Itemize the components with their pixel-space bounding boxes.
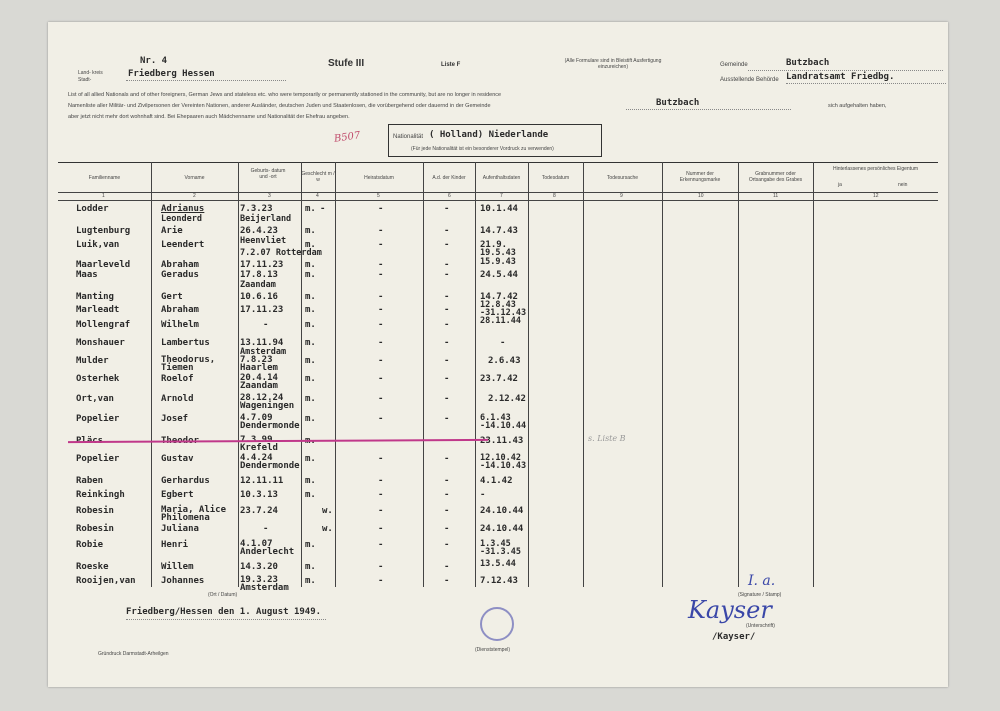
cell-geschlecht: m. [305, 576, 316, 586]
cell-geschlecht: m. [305, 454, 316, 464]
col-header-heirat: Heiratsdatum [364, 175, 394, 181]
cell-geburt: - [263, 320, 269, 330]
cell-vorname: Adrianus [161, 204, 205, 214]
cell-geschlecht: w. [322, 524, 333, 534]
cell-aufenthalt: 13.5.44 [480, 559, 516, 569]
gemeinde-label: Gemeinde [720, 62, 748, 68]
cell-aufenthalt: - [480, 490, 486, 500]
gemeinde-value: Butzbach [786, 58, 830, 68]
cell-kinder: - [444, 356, 450, 366]
cell-geschlecht: m. [305, 394, 316, 404]
cell-geschlecht: m. [305, 476, 316, 486]
col-header-geschlecht: Geschlecht m / w [301, 171, 335, 183]
cell-aufenthalt: 24.10.44 [480, 524, 524, 534]
cell-geschlecht: m. [305, 226, 316, 236]
cell-heirat: - [378, 320, 384, 330]
handwritten-mark: B507 [333, 130, 362, 145]
land-kreis-label: Land- kreis [78, 70, 103, 76]
cell-kinder: - [444, 270, 450, 280]
cell-geburt: 17.8.13 [240, 270, 278, 280]
cell-heirat: - [378, 490, 384, 500]
col-header-todesdatum: Todesdatum [541, 175, 570, 181]
cell-familienname: Lodder [76, 204, 109, 214]
col-header-geburt: Geburts- datum und -ort [250, 168, 286, 180]
unterschrift-label: (Unterschrift) [746, 623, 775, 629]
table-row [58, 373, 938, 391]
cell-kinder: - [444, 374, 450, 384]
cell-heirat: - [378, 454, 384, 464]
cell-kinder: - [444, 414, 450, 424]
cell-aufenthalt: - [500, 338, 506, 348]
cell-vorname: Maria, Alice Philomena [161, 505, 227, 523]
cell-geschlecht: m. [305, 338, 316, 348]
col-header-marke: Nummer der Erkennungsmarke [679, 171, 721, 183]
cell-vorname: Theodorus, Tiemen [161, 355, 216, 373]
cell-geburt: Zaandam [240, 280, 276, 290]
cell-familienname: Mulder [76, 356, 109, 366]
cell-heirat: - [378, 524, 384, 534]
cell-kinder: - [444, 490, 450, 500]
document-page [48, 22, 948, 687]
cell-geschlecht: m. [305, 562, 316, 572]
cell-aufenthalt: 1.3.45 -31.3.45 [480, 539, 521, 557]
cell-geschlecht: m. [305, 270, 316, 280]
cell-familienname: Monshauer [76, 338, 125, 348]
cell-heirat: - [378, 562, 384, 572]
cell-familienname: Raben [76, 476, 104, 486]
cell-vorname: Henri [161, 540, 189, 550]
cell-geburt: 12.11.11 [240, 476, 284, 486]
cell-geburt: 4.4.24 Dendermonde [240, 453, 300, 471]
cell-vorname: Johannes [161, 576, 205, 586]
cell-geschlecht: m. [305, 374, 316, 384]
stadt-label: Stadt- [78, 77, 92, 83]
cell-kinder: - [444, 305, 450, 315]
cell-kinder: - [444, 320, 450, 330]
cell-heirat: - [378, 394, 384, 404]
cell-kinder: - [444, 240, 450, 250]
official-stamp [480, 607, 514, 641]
cell-heirat: - [378, 576, 384, 586]
table-row [58, 316, 938, 334]
cell-geschlecht: m. [305, 436, 316, 446]
intro-suffix: sich aufgehalten haben, [828, 103, 887, 109]
printer-imprint: Gründruck Darmstadt-Arheilgen [98, 651, 169, 657]
handwritten-signature: Kayser [688, 596, 772, 624]
col-num-6: 6 [448, 193, 451, 199]
cell-familienname: Robesin [76, 506, 114, 516]
cell-aufenthalt: 6.1.43 -14.10.44 [480, 413, 527, 431]
cell-aufenthalt: 24.10.44 [480, 506, 524, 516]
stufe-label: Stufe III [328, 58, 365, 69]
intro-line-1: List of all allied Nationals and of other foreigners, German Jews and stateless etc. who were temporarily or permanently stationed in the community, but are no longer in residence [68, 92, 502, 98]
cell-geschlecht: m. [305, 356, 316, 366]
cell-geburt: 7.2.07 Rotterdam [240, 248, 322, 258]
ia-handwritten: I. a. [748, 573, 776, 589]
records-table [58, 162, 938, 632]
cell-heirat: - [378, 305, 384, 315]
cell-vorname: Arie [161, 226, 183, 236]
col-num-1: 1 [102, 193, 105, 199]
form-number: Nr. 4 [140, 56, 168, 66]
cell-aufenthalt: 10.1.44 [480, 204, 518, 214]
property-ja: ja [838, 182, 842, 188]
cell-familienname: Reinkingh [76, 490, 125, 500]
col-num-8: 8 [553, 193, 556, 199]
cell-heirat-dash: - [378, 204, 384, 214]
cell-geburt: 26.4.23 [240, 226, 278, 236]
cell-vorname: Juliana [161, 524, 199, 534]
cell-geschlecht: m. [305, 540, 316, 550]
ort-datum-value: Friedberg/Hessen den 1. August 1949. [126, 607, 322, 617]
cell-kinder: - [444, 540, 450, 550]
cell-vorname: Gustav [161, 454, 194, 464]
kreis-value: Friedberg Hessen [128, 69, 215, 79]
cell-kinder: - [444, 226, 450, 236]
cell-heirat: - [378, 506, 384, 516]
table-row [58, 226, 938, 240]
table-row [58, 490, 938, 504]
cell-vorname: Leendert [161, 240, 205, 250]
cell-geburt: 13.11.94 [240, 338, 284, 348]
cell-kinder: - [444, 562, 450, 572]
cell-heirat: - [378, 436, 384, 446]
cell-heirat: - [378, 292, 384, 302]
cell-heirat: - [320, 204, 326, 214]
table-row [58, 505, 938, 523]
cell-kinder: - [444, 394, 450, 404]
intro-line-3: aber jetzt nicht mehr dort wohnhaft sind. Bei Ehepaaren auch Mädchenname und Nationalität der Ehefrau angeben. [68, 114, 350, 120]
cell-familienname: Osterhek [76, 374, 120, 384]
cell-aufenthalt: 12.10.42 -14.10.43 [480, 453, 527, 471]
cell-geschlecht: m. [305, 292, 316, 302]
table-row [58, 413, 938, 431]
table-row-struck [58, 435, 938, 453]
cell-geschlecht: m. [305, 260, 316, 270]
intro-place: Butzbach [656, 98, 700, 108]
cell-geburt: 17.11.23 [240, 260, 284, 270]
col-header-aufenthalt: Aufenthaltsdaten [482, 175, 521, 181]
cell-kinder: - [444, 338, 450, 348]
cell-aufenthalt: 24.5.44 [480, 270, 518, 280]
cell-heirat: - [378, 374, 384, 384]
cell-kinder: - [444, 524, 450, 534]
cell-geburt: Amsterdam [240, 347, 287, 357]
cell-geburt: 17.11.23 [240, 305, 284, 315]
col-num-4: 4 [316, 193, 319, 199]
cell-geburt: 10.3.13 [240, 490, 278, 500]
col-num-3: 3 [268, 193, 271, 199]
cell-familienname: Robesin [76, 524, 114, 534]
cell-heirat: - [378, 226, 384, 236]
cell-vorname: Abraham [161, 260, 199, 270]
cell-geschlecht: m. [305, 490, 316, 500]
cell-familienname: Rooijen,van [76, 576, 136, 586]
cell-geburt: 7.8.23 Haarlem [240, 355, 278, 373]
nationalitaet-value: ( Holland) Niederlande [429, 130, 549, 140]
cell-heirat: - [378, 414, 384, 424]
col-header-vorname: Vorname [184, 175, 205, 181]
stamp-label: (Dienststempel) [475, 647, 511, 653]
nationalitaet-label: Nationalität [393, 134, 424, 140]
cell-vorname: Roelof [161, 374, 194, 384]
cell-aufenthalt: 21.9. [480, 240, 508, 250]
cell-aufenthalt: 7.12.43 [480, 576, 518, 586]
cell-geburt: 7.3.99 Krefeld [240, 435, 278, 453]
cell-vorname: Willem [161, 562, 194, 572]
col-header-familienname: Familienname [88, 175, 121, 181]
cell-heirat: - [378, 240, 384, 250]
col-num-10: 10 [698, 193, 704, 199]
alle-formulare-note: (Alle Formulare sind in Bleistift Ausfertigung einzureichen) [564, 58, 662, 70]
liste-label: Liste F [441, 62, 461, 68]
cell-aufenthalt: 14.7.42 [480, 292, 518, 302]
cell-kinder: - [444, 436, 450, 446]
ort-datum-label: (Ort / Datum) [208, 592, 238, 598]
cell-familienname: Lugtenburg [76, 226, 131, 236]
cell-familienname: Ort,van [76, 394, 114, 404]
cell-geschlecht: m. [305, 320, 316, 330]
cell-kinder: - [444, 260, 450, 270]
nationality-box [388, 124, 602, 157]
table-row [58, 575, 938, 593]
cell-vorname: Abraham [161, 305, 199, 315]
cell-kinder: - [444, 576, 450, 586]
cell-aufenthalt: 23.11.43 [480, 436, 524, 446]
cell-familienname: Robie [76, 540, 104, 550]
col-num-9: 9 [620, 193, 623, 199]
cell-vorname: Josef [161, 414, 189, 424]
table-row [58, 393, 938, 411]
cell-geburt: Beijerland [240, 214, 292, 224]
cell-vorname: Wilhelm [161, 320, 199, 330]
cell-kinder: - [444, 454, 450, 464]
cell-familienname: Roeske [76, 562, 109, 572]
cell-geburt: 7.3.23 [240, 204, 273, 214]
col-header-kinder: A.d. der Kinder [432, 175, 466, 181]
cell-geburt: Heenvliet [240, 236, 287, 246]
cell-geburt: 28.12.24 Wageningen [240, 393, 295, 411]
cell-heirat: - [378, 338, 384, 348]
cell-heirat: - [378, 270, 384, 280]
margin-note: s. Liste B [588, 434, 626, 443]
col-num-5: 5 [377, 193, 380, 199]
cell-heirat: - [378, 260, 384, 270]
cell-familienname: Mollengraf [76, 320, 131, 330]
cell-aufenthalt: 28.11.44 [480, 316, 521, 326]
cell-vorname: Geradus [161, 270, 199, 280]
cell-kinder: - [444, 292, 450, 302]
cell-vorname: Arnold [161, 394, 194, 404]
behoerde-label: Ausstellende Behörde [720, 77, 779, 83]
cell-familienname: Popelier [76, 454, 120, 464]
cell-aufenthalt: 15.9.43 [480, 257, 516, 267]
cell-kinder: - [444, 506, 450, 516]
cell-heirat: - [378, 356, 384, 366]
cell-geburt: 4.1.07 Anderlecht [240, 539, 295, 557]
signature-label: (Signature / Stamp) [738, 592, 782, 598]
col-num-2: 2 [193, 193, 196, 199]
cell-vorname: Leonderd [161, 214, 202, 224]
signer-name: /Kayser/ [712, 632, 756, 642]
cell-familienname: Maarleveld [76, 260, 131, 270]
cell-geburt: 23.7.24 [240, 506, 278, 516]
cell-familienname: Luik,van [76, 240, 120, 250]
cell-kinder: - [444, 204, 450, 214]
cell-aufenthalt: 2.12.42 [488, 394, 526, 404]
col-num-7: 7 [500, 193, 503, 199]
nationalitaet-note: (Für jede Nationalität ist ein besonderer Vordruck zu verwenden) [411, 146, 554, 152]
cell-geschlecht: m. [305, 414, 316, 424]
cell-heirat: - [378, 476, 384, 486]
cell-familienname: Manting [76, 292, 114, 302]
cell-familienname: Popelier [76, 414, 120, 424]
cell-familienname: Maas [76, 270, 98, 280]
table-row [58, 453, 938, 471]
cell-aufenthalt: 19.5.43 [480, 248, 516, 258]
col-header-eigentum: Hinterlassenes persönliches Eigentum [832, 166, 919, 172]
table-row [58, 539, 938, 557]
cell-familienname: Marleadt [76, 305, 120, 315]
property-nein: nein [898, 182, 908, 188]
behoerde-value: Landratsamt Friedbg. [786, 72, 895, 82]
table-row [58, 476, 938, 490]
cell-kinder: - [444, 476, 450, 486]
cell-geschlecht: m. [305, 240, 316, 250]
cell-geburt: 19.3.23 Amsterdam [240, 575, 289, 593]
cell-vorname: Theodor [161, 436, 199, 446]
col-header-grab: Grabnummer oder Ortsangabe des Grabes [748, 171, 803, 183]
cell-geburt: - [263, 524, 269, 534]
cell-geschlecht: m. [305, 305, 316, 315]
cell-geschlecht: m. [305, 204, 316, 214]
cell-geburt: 14.3.20 [240, 562, 278, 572]
col-header-todesursache: Todesursache [606, 175, 639, 181]
cell-vorname: Gert [161, 292, 183, 302]
cell-familienname: Pläcs [76, 436, 104, 446]
cell-aufenthalt: 4.1.42 [480, 476, 513, 486]
cell-geburt: 4.7.09 Dendermonde [240, 413, 300, 431]
table-row [58, 355, 938, 373]
cell-geschlecht: w. [322, 506, 333, 516]
cell-vorname: Lambertus [161, 338, 210, 348]
col-num-12: 12 [873, 193, 879, 199]
cell-aufenthalt: 12.8.43 -31.12.43 [480, 300, 527, 318]
col-num-11: 11 [773, 193, 779, 199]
cell-aufenthalt: 14.7.43 [480, 226, 518, 236]
cell-heirat: - [378, 540, 384, 550]
cell-geburt: 10.6.16 [240, 292, 278, 302]
intro-line-2: Namenliste aller Militär- und Zivilpersonen der Vereinten Nationen, anderer Ausländer, deutschen Juden und Staatenlosen, die vorübergehend oder dauernd in der Gemeinde [68, 103, 491, 109]
table-row [58, 559, 938, 576]
cell-aufenthalt: 23.7.42 [480, 374, 518, 384]
cell-geburt: 20.4.14 Zaandam [240, 373, 278, 391]
cell-vorname: Egbert [161, 490, 194, 500]
table-row [58, 524, 938, 538]
cell-aufenthalt: 2.6.43 [488, 356, 521, 366]
cell-vorname: Gerhardus [161, 476, 210, 486]
